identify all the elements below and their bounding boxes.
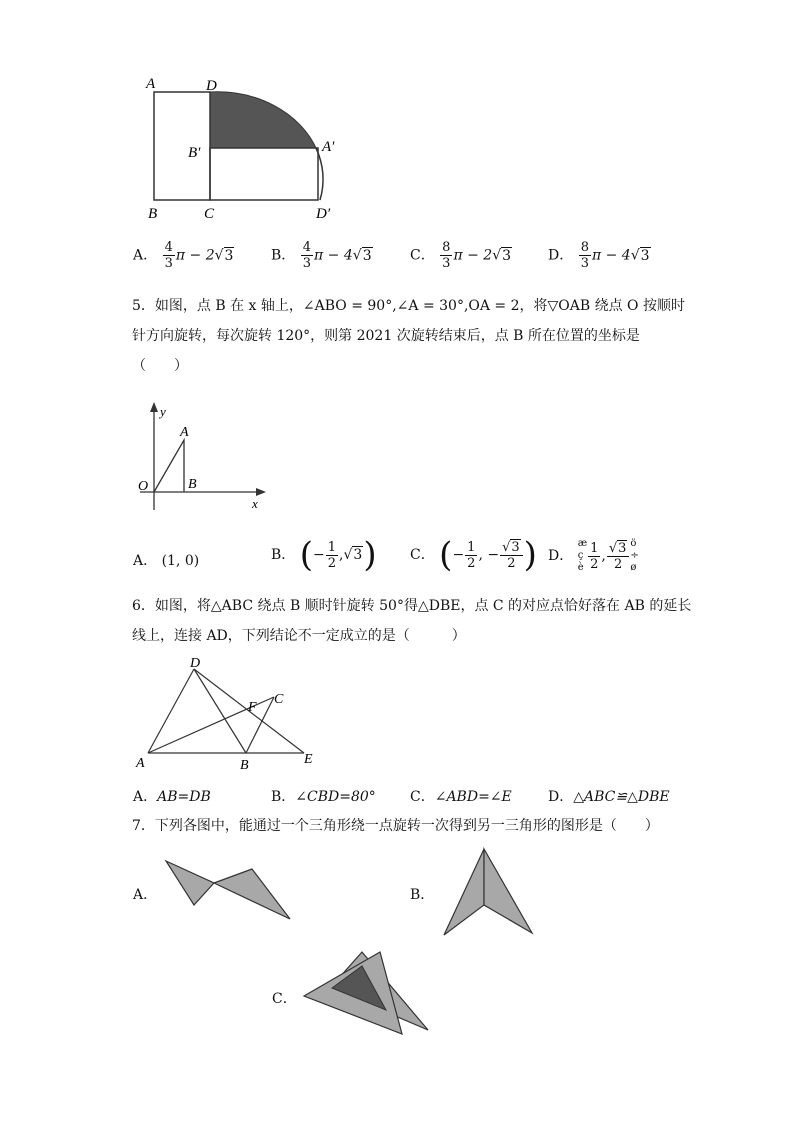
q6-label-F: F [248, 700, 257, 715]
q5-triangle-OAB [154, 440, 184, 492]
q5-label-B: B [188, 477, 197, 492]
expr: π − 2 [453, 247, 493, 264]
option-letter: C． [272, 991, 297, 1007]
option-letter: B． [271, 247, 296, 264]
q5-label-x: x [252, 496, 258, 511]
option-letter: D． [548, 548, 574, 564]
q5-y-arrow [150, 402, 158, 412]
fraction: $\frac{1}{2}$ [327, 539, 337, 571]
expr: π − 4 [314, 247, 353, 264]
q7-option-c[interactable] [272, 988, 297, 1008]
q4-label-A: A [146, 76, 156, 92]
fraction: $\frac{8}{3}$ [442, 240, 451, 271]
q4-rect-right [210, 148, 318, 200]
q7-figure-c[interactable] [300, 948, 435, 1040]
option-text: (1, 0) [161, 553, 200, 569]
q6-label-A: A [136, 756, 145, 771]
q6-label-D: D [190, 656, 201, 671]
q4-label-Dprime: D′ [316, 206, 331, 222]
option-letter: C． [410, 247, 435, 264]
left-paren: ( [299, 535, 314, 575]
q5-option-c[interactable] [410, 535, 537, 575]
option-text: ∠CBD=80° [295, 789, 376, 805]
q7-figure-b[interactable] [440, 845, 540, 940]
q7b-triangle-left [444, 849, 484, 935]
q4-label-B: B [148, 206, 158, 222]
q4-option-a[interactable]: A． $\frac{4}{3}$ π − 2√3 [133, 240, 234, 271]
option-letter: B． [410, 887, 435, 903]
q5-label-y: y [160, 404, 166, 419]
fraction-sqrt: $\frac{√3}{2}$ [607, 541, 630, 572]
q7-option-a[interactable] [133, 884, 157, 904]
q6-option-c[interactable] [410, 786, 512, 806]
q6-option-a[interactable] [133, 786, 211, 806]
q4-square-left [154, 92, 210, 200]
minus-sign: − [313, 547, 325, 563]
left-paren: ( [439, 535, 453, 575]
q4-label-Aprime: A′ [322, 139, 335, 155]
expr: π − 2 [175, 247, 215, 264]
minus-sign: − [452, 547, 465, 563]
q5-label-O: O [138, 479, 149, 494]
garbled-left-bracket: æ ç è [577, 538, 588, 573]
q5-label-A: A [180, 425, 189, 440]
q7-question-line1: 7．下列各图中，能通过一个三角形绕一点旋转一次得到另一三角形的图形是（ ） [132, 818, 659, 834]
q4-option-c[interactable]: C． $\frac{8}{3}$ π − 2√3 [410, 240, 512, 271]
q5-option-b[interactable]: B． (− $\frac{1}{2}$ ,√3) [271, 535, 377, 575]
fraction-sqrt: $\frac{√3}{2}$ [500, 540, 523, 571]
radicand: 3 [362, 247, 372, 264]
q6-label-E: E [304, 752, 313, 767]
option-text: ∠ABD=∠E [434, 789, 512, 805]
q4-figure [140, 70, 360, 230]
q7a-triangle-right [214, 869, 290, 919]
option-letter: C． [410, 789, 435, 805]
q7-option-b[interactable] [410, 884, 434, 904]
right-paren: ) [523, 535, 537, 575]
separator: , − [478, 547, 500, 563]
q7a-triangle-left [166, 861, 214, 905]
radicand: 3 [224, 247, 234, 264]
q4-option-d[interactable]: D． $\frac{8}{3}$ π − 4√3 [548, 240, 650, 271]
fraction: $\frac{8}{3}$ [580, 240, 589, 271]
q4-shaded-sector [210, 92, 316, 148]
option-letter: C． [410, 547, 435, 563]
option-letter: A． [133, 247, 158, 264]
radicand: 3 [502, 247, 512, 264]
q5-figure [134, 400, 274, 515]
q5-answer-blank: （ ） [132, 358, 188, 374]
q5-x-arrow [256, 488, 266, 496]
q5-option-d[interactable]: D． æ ç è $\frac{1}{2}$ , $\frac{√3}{2}$ ö ÷ ø [548, 538, 639, 573]
q4-label-D: D [206, 78, 217, 94]
q6-figure [132, 655, 332, 775]
option-text: AB=DB [157, 789, 211, 805]
q6-label-C: C [274, 692, 284, 707]
fraction: $\frac{1}{2}$ [590, 540, 599, 572]
q6-question-line2: 线上，连接 AD，下列结论不一定成立的是（ ） [132, 628, 466, 644]
option-letter: D． [548, 789, 574, 805]
q7-figure-a[interactable] [160, 855, 300, 925]
radicand: 3 [640, 247, 650, 264]
expr: π − 4 [591, 247, 631, 264]
fraction: $\frac{4}{3}$ [164, 240, 173, 271]
q4-option-b[interactable]: B． $\frac{4}{3}$ π − 4√3 [271, 240, 372, 271]
garbled-right-bracket: ö ÷ ø [630, 538, 639, 573]
q6-label-B: B [240, 758, 249, 773]
radicand: 3 [353, 547, 363, 563]
q6-line-AD [148, 669, 194, 753]
fraction: $\frac{4}{3}$ [302, 240, 312, 271]
option-letter: A． [133, 553, 158, 569]
q4-label-C: C [204, 206, 215, 222]
q4-arc-lower [316, 148, 323, 200]
q6-option-b[interactable] [271, 786, 376, 806]
option-letter: A． [133, 789, 158, 805]
option-letter: A． [133, 887, 158, 903]
option-letter: B． [271, 547, 296, 563]
option-letter: D． [548, 247, 574, 264]
right-paren: ) [363, 535, 377, 575]
fraction: $\frac{1}{2}$ [467, 539, 476, 571]
q5-question-line1: 5．如图，点 B 在 x 轴上，∠ABO = 90°,∠A = 30°,OA = 2，将▽OAB 绕点 O 按顺时 [132, 298, 685, 314]
q5-question-line2: 针方向旋转，每次旋转 120°，则第 2021 次旋转结束后，点 B 所在位置的坐标是 [132, 328, 640, 344]
option-letter: B． [271, 789, 296, 805]
q7b-triangle-right [484, 849, 532, 933]
q6-question-line1: 6．如图，将△ABC 绕点 B 顺时针旋转 50°得△DBE，点 C 的对应点恰好落在 AB 的延长 [132, 598, 692, 614]
option-text: △ABC≌△DBE [573, 789, 670, 805]
q4-label-Bprime: B′ [188, 145, 201, 161]
q6-line-DB [194, 669, 246, 753]
q5-option-a[interactable] [133, 550, 199, 570]
q6-option-d[interactable] [548, 786, 670, 806]
